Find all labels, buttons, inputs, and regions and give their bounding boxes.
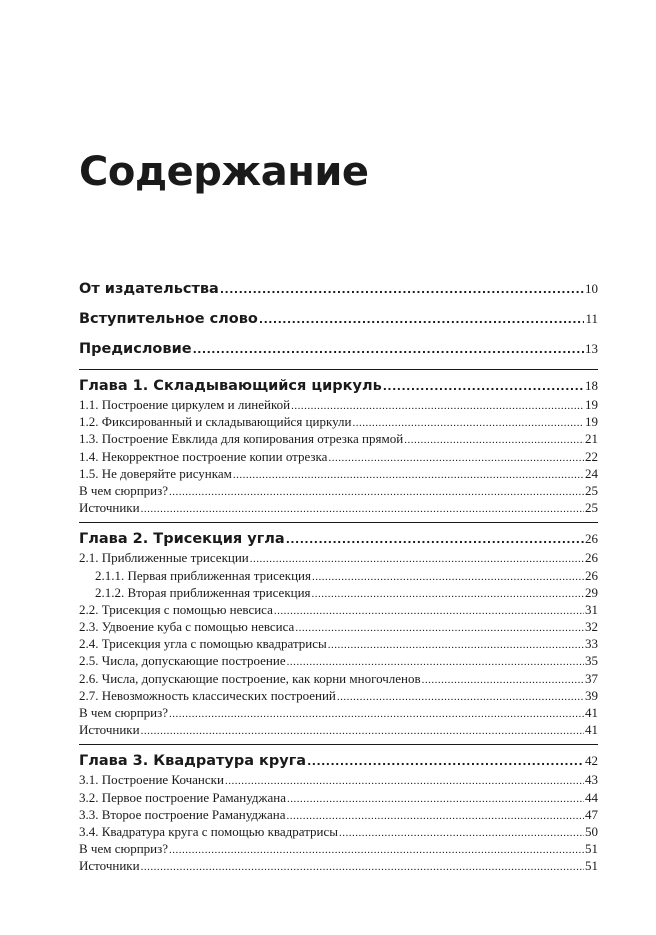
toc-leader-dots bbox=[422, 672, 584, 689]
toc-leader-dots bbox=[328, 450, 584, 467]
toc-entry-label: Глава 1. Складывающийся циркуль bbox=[79, 378, 382, 394]
toc-page-number: 44 bbox=[585, 789, 598, 805]
toc-section-entry[interactable] bbox=[79, 448, 598, 465]
toc-leader-dots bbox=[169, 706, 584, 723]
toc-section-entry[interactable] bbox=[79, 465, 598, 482]
toc-entry-label: 2.5. Числа, допускающие построение bbox=[79, 653, 286, 669]
toc-page-number: 25 bbox=[585, 482, 598, 498]
toc-leader-dots bbox=[169, 484, 584, 501]
toc-leader-dots bbox=[274, 603, 584, 620]
toc-front-matter-entry[interactable] bbox=[79, 309, 598, 329]
toc-page-number: 43 bbox=[585, 772, 598, 788]
toc-entry-label: 2.1.1. Первая приближенная трисекция bbox=[95, 567, 311, 583]
toc-section-entry[interactable] bbox=[79, 652, 598, 669]
toc-entry-label: Глава 3. Квадратура круга bbox=[79, 753, 307, 770]
toc-leader-dots bbox=[404, 432, 584, 449]
toc-chapter-entry[interactable] bbox=[79, 522, 598, 549]
toc-entry-label: Предисловие bbox=[79, 341, 192, 357]
toc-page-number: 33 bbox=[585, 636, 598, 652]
toc-entry-label: 2.1. Приближенные трисекции bbox=[79, 550, 249, 566]
toc-entry-label: Источники bbox=[79, 722, 140, 738]
toc-section-entry[interactable] bbox=[79, 687, 598, 704]
toc-section-entry[interactable] bbox=[79, 857, 598, 874]
toc-leader-dots bbox=[286, 530, 584, 550]
toc-entry-label: 2.7. Невозможность классических построений bbox=[79, 687, 336, 703]
toc-section-entry[interactable] bbox=[79, 482, 598, 499]
toc-entry-label: Глава 2. Трисекция угла bbox=[79, 531, 285, 548]
toc-page-number: 11 bbox=[585, 311, 598, 326]
toc-leader-dots bbox=[337, 689, 584, 706]
toc-page-number: 39 bbox=[585, 687, 598, 703]
toc-leader-dots bbox=[307, 752, 584, 772]
toc-leader-dots bbox=[312, 569, 584, 586]
toc-section-entry[interactable] bbox=[79, 704, 598, 721]
toc-section-entry[interactable] bbox=[79, 413, 598, 430]
toc-leader-dots bbox=[328, 637, 584, 654]
toc-page-number: 29 bbox=[585, 584, 598, 600]
toc-entry-label: В чем сюрприз? bbox=[79, 841, 169, 857]
toc-section-entry[interactable] bbox=[79, 499, 598, 516]
toc-leader-dots bbox=[141, 859, 584, 876]
toc-leader-dots bbox=[141, 723, 584, 740]
toc-chapter-entry[interactable] bbox=[79, 369, 598, 396]
toc-page-number: 41 bbox=[585, 722, 598, 738]
toc-entry-label: Вступительное слово bbox=[79, 311, 258, 327]
toc-leader-dots bbox=[312, 586, 584, 603]
toc-page-number: 50 bbox=[585, 823, 598, 839]
toc-entry-label: 2.4. Трисекция угла с помощью квадратрисы bbox=[79, 636, 327, 652]
toc-front-matter-entry[interactable] bbox=[79, 339, 598, 359]
toc-entry-label: Источники bbox=[79, 858, 140, 874]
toc-entry-label: 2.3. Удвоение куба с помощью невсиса bbox=[79, 619, 295, 635]
toc-entry-label: В чем сюрприз? bbox=[79, 705, 169, 720]
toc-section-entry[interactable] bbox=[79, 549, 598, 566]
toc-entry-label: 1.3. Построение Евклида для копирования отрезка прямой bbox=[79, 431, 404, 447]
toc-page-number: 24 bbox=[585, 465, 598, 481]
toc-leader-dots bbox=[193, 340, 584, 360]
toc-page-number: 47 bbox=[585, 806, 598, 822]
toc-page-number: 51 bbox=[585, 841, 598, 857]
toc-page-number: 19 bbox=[585, 414, 598, 430]
toc-section-entry[interactable] bbox=[79, 721, 598, 738]
toc-page-number: 26 bbox=[585, 531, 598, 547]
toc-page-number: 32 bbox=[585, 619, 598, 635]
toc-section-entry[interactable] bbox=[79, 567, 598, 584]
toc-entry-label: 1.5. Не доверяйте рисункам bbox=[79, 465, 232, 481]
toc-page-number: 22 bbox=[585, 448, 598, 464]
toc-section-entry[interactable] bbox=[79, 601, 598, 618]
toc-section-entry[interactable] bbox=[79, 806, 598, 823]
toc-section-entry[interactable] bbox=[79, 618, 598, 635]
toc-entry-label: 3.2. Первое построение Рамануджана bbox=[79, 789, 287, 805]
toc-entry-label: Источники bbox=[79, 500, 140, 516]
toc-page-number: 18 bbox=[585, 378, 598, 393]
toc-section-entry[interactable] bbox=[79, 430, 598, 447]
toc-page-number: 41 bbox=[585, 705, 598, 720]
toc-entry-label: 2.1.2. Вторая приближенная трисекция bbox=[95, 584, 311, 600]
toc-entry-label: В чем сюрприз? bbox=[79, 482, 169, 498]
toc-leader-dots bbox=[339, 825, 584, 842]
toc-leader-dots bbox=[383, 377, 584, 397]
toc-entry-label: 3.3. Второе построение Рамануджана bbox=[79, 806, 286, 822]
toc-entry-label: 2.6. Числа, допускающие построение, как корни многочленов bbox=[79, 670, 421, 686]
toc-section-entry[interactable] bbox=[79, 396, 598, 413]
toc-entry-label: 1.2. Фиксированный и складывающийся циркули bbox=[79, 414, 352, 430]
toc-section-entry[interactable] bbox=[79, 584, 598, 601]
toc-section-entry[interactable] bbox=[79, 670, 598, 687]
toc-page-number: 42 bbox=[585, 753, 598, 769]
table-of-contents bbox=[79, 279, 598, 875]
page-title: Содержание bbox=[79, 149, 369, 195]
toc-entry-label: 1.1. Построение циркулем и линейкой bbox=[79, 397, 291, 412]
toc-section-entry[interactable] bbox=[79, 771, 598, 788]
toc-page-number: 51 bbox=[585, 858, 598, 874]
toc-page-number: 19 bbox=[585, 397, 598, 412]
toc-leader-dots bbox=[259, 310, 585, 330]
toc-page-number: 31 bbox=[585, 601, 598, 617]
toc-entry-label: 1.4. Некорректное построение копии отрезка bbox=[79, 448, 328, 464]
toc-entry-label: 3.1. Построение Кочански bbox=[79, 772, 224, 788]
toc-page-number: 13 bbox=[585, 341, 598, 356]
toc-leader-dots bbox=[233, 467, 584, 484]
toc-leader-dots bbox=[220, 280, 584, 300]
toc-page-number: 26 bbox=[585, 550, 598, 566]
toc-leader-dots bbox=[169, 842, 584, 859]
toc-leader-dots bbox=[295, 620, 584, 637]
toc-page-number: 35 bbox=[585, 653, 598, 669]
toc-page-number: 10 bbox=[585, 281, 598, 296]
toc-entry-label: От издательства bbox=[79, 281, 219, 297]
toc-entry-label: 2.2. Трисекция с помощью невсиса bbox=[79, 601, 273, 617]
toc-page-number: 21 bbox=[585, 431, 598, 447]
toc-chapter-entry[interactable] bbox=[79, 744, 598, 771]
toc-page-number: 37 bbox=[585, 670, 598, 686]
toc-section-entry[interactable] bbox=[79, 840, 598, 857]
toc-section-entry[interactable] bbox=[79, 823, 598, 840]
toc-page-number: 25 bbox=[585, 500, 598, 516]
toc-leader-dots bbox=[141, 501, 584, 518]
toc-leader-dots bbox=[287, 791, 584, 808]
toc-entry-label: 3.4. Квадратура круга с помощью квадратрисы bbox=[79, 823, 338, 839]
toc-section-entry[interactable] bbox=[79, 635, 598, 652]
toc-page-number: 26 bbox=[585, 567, 598, 583]
toc-section-entry[interactable] bbox=[79, 789, 598, 806]
toc-front-matter-entry[interactable] bbox=[79, 279, 598, 299]
